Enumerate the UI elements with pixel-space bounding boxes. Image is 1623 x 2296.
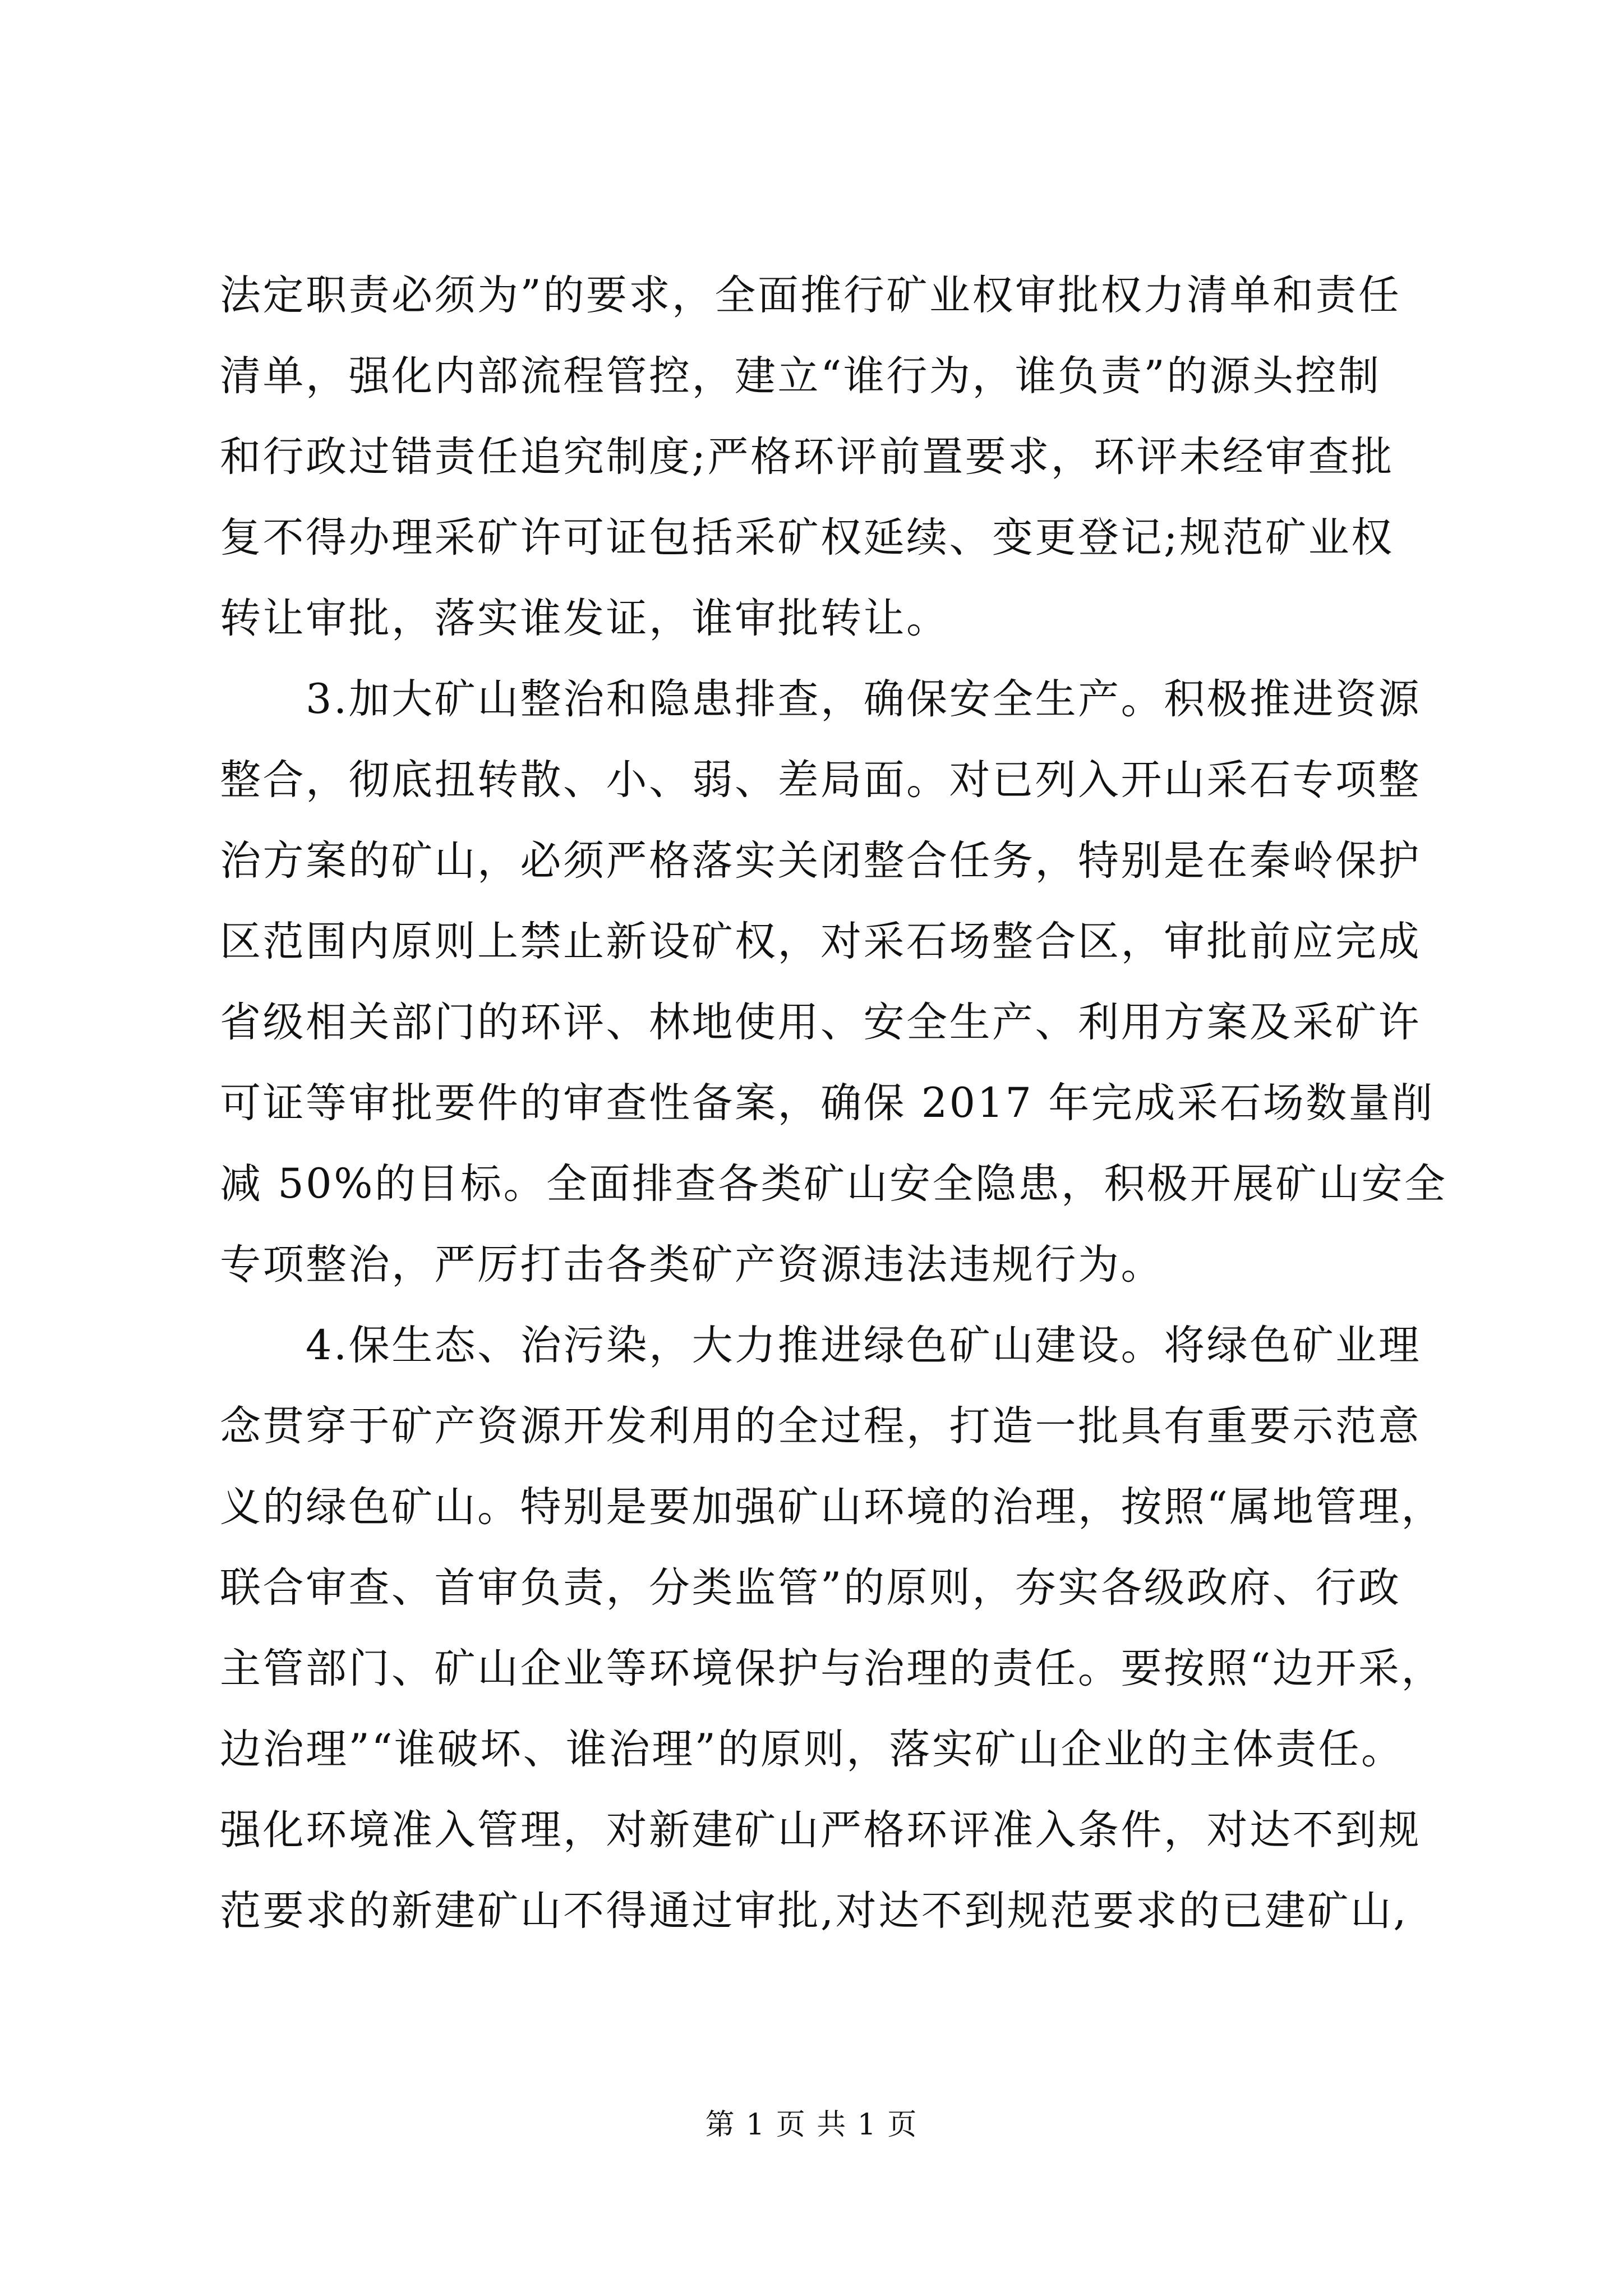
text-line: 范要求的新建矿山不得通过审批,对达不到规范要求的已建矿山, — [220, 1887, 1408, 1935]
text-line: 治方案的矿山，必须严格落实关闭整合任务，特别是在秦岭保护 — [220, 837, 1421, 885]
text-line: 减 50%的目标。全面排查各类矿山安全隐患，积极开展矿山安全 — [220, 1160, 1447, 1208]
text-line: 强化环境准入管理，对新建矿山严格环评准入条件，对达不到规 — [220, 1806, 1421, 1854]
text-line: 转让审批，落实谁发证，谁审批转让。 — [220, 595, 949, 642]
text-line: 省级相关部门的环评、林地使用、安全生产、利用方案及采矿许 — [220, 999, 1421, 1046]
text-line: 复不得办理采矿许可证包括采矿权延续、变更登记;规范矿业权 — [220, 514, 1394, 562]
text-line: 联合审查、首审负责，分类监管”的原则，夯实各级政府、行政 — [220, 1564, 1401, 1612]
text-line: 边治理”“谁破坏、谁治理”的原则，落实矿山企业的主体责任。 — [220, 1726, 1404, 1773]
text-line: 义的绿色矿山。特别是要加强矿山环境的治理，按照“属地管理， — [220, 1483, 1444, 1531]
text-line: 4.保生态、治污染，大力推进绿色矿山建设。将绿色矿业理 — [220, 1322, 1422, 1369]
body-text — [220, 255, 1447, 1952]
page-footer: 第 1 页 共 1 页 — [705, 2108, 918, 2142]
text-line: 念贯穿于矿产资源开发利用的全过程，打造一批具有重要示范意 — [220, 1402, 1421, 1450]
text-line: 和行政过错责任追究制度;严格环评前置要求，环评未经审查批 — [220, 433, 1394, 481]
text-line: 区范围内原则上禁止新设矿权，对采石场整合区，审批前应完成 — [220, 918, 1421, 965]
text-line: 整合，彻底扭转散、小、弱、差局面。对已列入开山采石专项整 — [220, 756, 1421, 804]
text-line: 主管部门、矿山企业等环境保护与治理的责任。要按照“边开采， — [220, 1645, 1444, 1692]
text-line: 清单，强化内部流程管控，建立“谁行为，谁负责”的源头控制 — [220, 352, 1381, 400]
text-line: 专项整治，严厉打击各类矿产资源违法违规行为。 — [220, 1241, 1164, 1289]
text-line: 3.加大矿山整治和隐患排查，确保安全生产。积极推进资源 — [220, 675, 1422, 723]
text-line: 可证等审批要件的审查性备案，确保 2017 年完成采石场数量削 — [220, 1079, 1435, 1127]
text-line: 法定职责必须为”的要求，全面推行矿业权审批权力清单和责任 — [220, 272, 1401, 319]
